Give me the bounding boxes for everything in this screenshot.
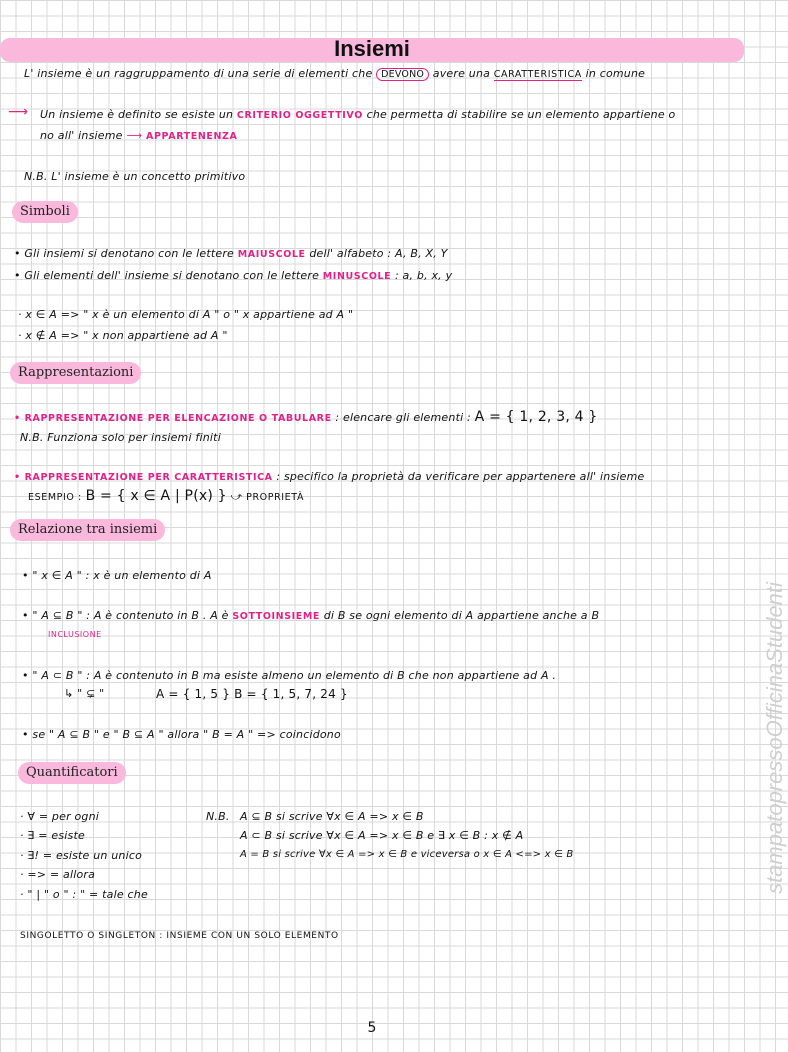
- rappr-r2-pink: • RAPPRESENTAZIONE PER CARATTERISTICA: [14, 472, 273, 483]
- criterio-pre: Un insieme è definito se esiste un: [40, 108, 234, 121]
- rappr-r2-set: B = { x ∈ A | P(x) }: [85, 488, 227, 504]
- quant-q3: · ∃! = esiste un unico: [20, 849, 143, 862]
- intro-underlined: CARATTERISTICA: [493, 69, 582, 80]
- simboli-b2-pink: MINUSCOLE: [322, 271, 392, 282]
- intro-pre: L' insieme è un raggruppamento di una serie di elementi che: [24, 67, 373, 80]
- quant-nb1: A ⊆ B si scrive ∀x ∈ A => x ∈ B: [240, 810, 424, 823]
- curved-arrow-icon: ⤻: [230, 490, 243, 503]
- rel-l4: • se " A ⊆ B " e " B ⊆ A " allora " B = A " => coincidono: [22, 728, 341, 741]
- rappr-r1-pink: • RAPPRESENTAZIONE PER ELENCAZIONE O TABULARE: [14, 413, 332, 424]
- rappr-r1-nb: N.B. Funziona solo per insiemi finiti: [20, 431, 221, 444]
- criterio-arrow-icon: ⟶: [126, 129, 143, 142]
- page-number: 5: [367, 1020, 377, 1036]
- quant-q1: · ∀ = per ogni: [20, 810, 100, 823]
- intro-post: in comune: [585, 67, 646, 80]
- criterio-line2: [40, 129, 237, 142]
- rappr-r1-post: : elencare gli elementi :: [335, 411, 471, 424]
- criterio-line1: [40, 108, 675, 121]
- rappr-r1: [14, 409, 598, 425]
- quant-q2: · ∃ = esiste: [20, 829, 85, 842]
- rel-l3-ex: A = { 1, 5 } B = { 1, 5, 7, 24 }: [156, 687, 348, 701]
- rel-l2-note: INCLUSIONE: [48, 630, 102, 639]
- simboli-b2: [14, 269, 452, 282]
- nb-primitivo: N.B. L' insieme è un concetto primitivo: [24, 170, 246, 183]
- quant-q4: · => = allora: [20, 868, 96, 881]
- arrow-icon: ⟶: [8, 104, 29, 120]
- quant-nb2: A ⊂ B si scrive ∀x ∈ A => x ∈ B e ∃ x ∈ B : x ∉ A: [240, 829, 524, 842]
- rel-l3-sub: ↳ " ⊊ ": [64, 687, 105, 700]
- simboli-b1-post: dell' alfabeto : A, B, X, Y: [309, 247, 448, 260]
- intro-mid: avere una: [432, 67, 491, 80]
- rel-l1: • " x ∈ A " : x è un elemento di A: [22, 569, 212, 582]
- section-relazione: Relazione tra insiemi: [10, 519, 165, 541]
- quant-nb-label: N.B.: [206, 810, 230, 823]
- rappr-r2-prop: PROPRIETÀ: [246, 492, 305, 503]
- criterio-post: che permetta di stabilire se un elemento appartiene o: [366, 108, 676, 121]
- rappr-r2-es: ESEMPIO :: [28, 492, 82, 503]
- quant-nb3: A = B si scrive ∀x ∈ A => x ∈ B e viceversa o x ∈ A <=> x ∈ B: [240, 849, 574, 860]
- singoletto: SINGOLETTO O SINGLETON : INSIEME CON UN SOLO ELEMENTO: [20, 931, 339, 941]
- criterio-pink: CRITERIO OGGETTIVO: [236, 110, 363, 121]
- intro-boxed: DEVONO: [376, 68, 429, 81]
- simboli-b1-pre: • Gli insiemi si denotano con le lettere: [14, 247, 235, 260]
- simboli-b3: · x ∈ A => " x è un elemento di A " o " x appartiene ad A ": [18, 308, 354, 321]
- page-title: Insiemi: [334, 36, 410, 61]
- rappr-r2-esempio: [28, 488, 304, 504]
- rel-l3: • " A ⊂ B " : A è contenuto in B ma esiste almeno un elemento di B che non appartiene ad A .: [22, 669, 557, 682]
- simboli-b1: [14, 247, 448, 260]
- quant-q5: · " | " o " : " = tale che: [20, 888, 148, 901]
- watermark: stampatopressoOfficinaStudenti: [762, 582, 787, 894]
- criterio-l2-pre: no all' insieme: [40, 129, 123, 142]
- simboli-b2-post: : a, b, x, y: [394, 269, 453, 282]
- simboli-b2-pre: • Gli elementi dell' insieme si denotano con le lettere: [14, 269, 320, 282]
- rel-l2-pink: SOTTOINSIEME: [232, 611, 321, 622]
- simboli-b1-pink: MAIUSCOLE: [237, 249, 306, 260]
- rappr-r2-post: : specifico la proprietà da verificare per appartenere all' insieme: [276, 470, 645, 483]
- section-simboli: Simboli: [12, 201, 78, 223]
- rel-l2: [22, 609, 599, 622]
- intro-line: [24, 67, 645, 80]
- criterio-l2-pink: APPARTENENZA: [146, 131, 238, 142]
- section-quantificatori: Quantificatori: [18, 762, 126, 784]
- rappr-r1-set: A = { 1, 2, 3, 4 }: [474, 409, 598, 425]
- section-rappresentazioni: Rappresentazioni: [10, 362, 141, 384]
- simboli-b4: · x ∉ A => " x non appartiene ad A ": [18, 329, 228, 342]
- rel-l2-post: di B se ogni elemento di A appartiene anche a B: [323, 609, 600, 622]
- rel-l2-pre: • " A ⊆ B " : A è contenuto in B . A è: [22, 609, 229, 622]
- rappr-r2: [14, 470, 645, 483]
